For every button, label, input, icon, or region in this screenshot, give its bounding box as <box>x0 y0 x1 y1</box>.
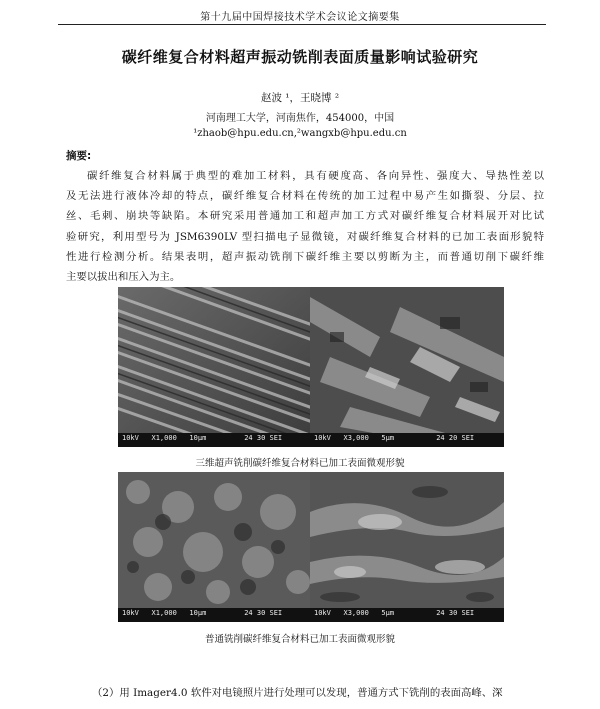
paper-affiliation: 河南理工大学，河南焦作，454000，中国 <box>205 113 395 124</box>
sem-label: 10kV X1,000 10μm 24 30 SEI <box>122 609 283 617</box>
figure-caption-conventional: 普通铣削碳纤维复合材料已加工表面微观形貌 <box>204 634 395 645</box>
sem-label: 10kV X3,000 5μm 24 30 SEI <box>314 609 475 617</box>
running-header: 第十九届中国焊接技术学术会议论文摘要集 <box>200 12 400 23</box>
abstract-line: 主要以拔出和压入为主。 <box>66 271 181 284</box>
abstract-line: 验研究，利用型号为 JSM6390LV 型扫描电子显微镜，对碳纤维复合材料的已加工表面形貌特 <box>66 230 544 243</box>
paper-authors: 赵波 ¹，王晓博 ² <box>260 92 340 104</box>
sem-image-conventional-x1000 <box>118 472 310 622</box>
sem-label: 10kV X1,000 10μm 24 30 SEI <box>122 434 283 442</box>
sem-image-ultrasonic-x1000 <box>118 287 310 447</box>
header-rule <box>58 24 546 25</box>
sem-image-ultrasonic-x3000 <box>310 287 504 447</box>
body-paragraph: （2）用 Imager4.0 软件对电镜照片进行处理可以发现，普通方式下铣削的表面高峰、深 <box>92 687 503 699</box>
sem-image-conventional-x3000 <box>310 472 504 622</box>
abstract-heading: 摘要: <box>66 150 92 162</box>
abstract-line: 及无法进行液体冷却的特点，碳纤维复合材料在传统的加工过程中易产生如撕裂、分层、拉 <box>66 190 544 203</box>
paper-title: 碳纤维复合材料超声振动铣削表面质量影响试验研究 <box>121 48 479 66</box>
figure-caption-ultrasonic: 三维超声铣削碳纤维复合材料已加工表面微观形貌 <box>195 458 405 469</box>
abstract-line: 碳纤维复合材料属于典型的难加工材料，具有硬度高、各向异性、强度大、导热性差以 <box>87 170 544 182</box>
abstract-body <box>66 166 544 287</box>
sem-label: 10kV X3,000 5μm 24 20 SEI <box>314 434 475 442</box>
abstract-line: 性进行检测分析。结果表明，超声振动铣削下碳纤维主要以剪断为主，而普通切削下碳纤维 <box>66 250 544 263</box>
abstract-line: 丝、毛刺、崩块等缺陷。本研究采用普通加工和超声加工方式对碳纤维复合材料展开对比试 <box>66 210 544 223</box>
paper-email: ¹zhaob@hpu.edu.cn,²wangxb@hpu.edu.cn <box>193 128 407 139</box>
